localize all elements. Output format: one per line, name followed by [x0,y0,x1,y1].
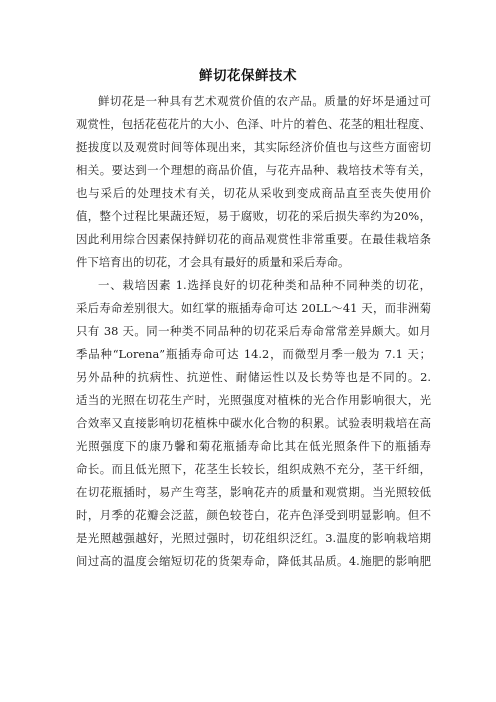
paragraph-line: 观赏性，包括花苞花片的大小、色泽、叶片的着色、花茎的粗壮程度、 [76,117,431,131]
paragraph-line: 只有 38 天。同一种类不同品种的切花采后寿命常常差异颇大。如月 [76,324,431,338]
paragraph-line: 相关。要达到一个理想的商品价值，与花卉品种、栽培技术等有关， [76,163,431,177]
paragraph-line: 值，整个过程比果蔬还短，易于腐败，切花的采后损失率约为20%， [76,209,431,223]
paragraph-line: 时，月季的花瓣会泛蓝，颜色较苍白，花卉色泽受到明显影响。但不 [76,508,431,522]
paragraph-line: 采后寿命差别很大。如红掌的瓶插寿命可达 20LL～41 天，而非洲菊 [76,301,431,315]
paragraph-line: 命长。而且低光照下，花茎生长较长，组织成熟不充分，茎干纤细， [76,462,431,476]
paragraph-line: 另外品种的抗病性、抗逆性、耐储运性以及长势等也是不同的。2. [76,370,431,384]
paragraph-line: 是光照越强越好，光照过强时，切花组织泛红。3.温度的影响栽培期 [76,531,431,545]
paragraph-line: 适当的光照在切花生产时，光照强度对植株的光合作用影响很大，光 [76,393,431,407]
document-title: 鲜切花保鲜技术 [199,68,297,84]
paragraph-line: 挺拔度以及观赏时间等体现出来，其实际经济价值也与这些方面密切 [76,140,431,154]
paragraph-line: 一、栽培因素 1.选择良好的切花种类和品种不同种类的切花， [98,278,431,292]
paragraph-line: 在切花瓶插时，易产生弯茎，影响花卉的质量和观赏期。当光照较低 [76,485,431,499]
paragraph-line: 合效率又直接影响切花植株中碳水化合物的积累。试验表明栽培在高 [76,416,431,430]
paragraph-line: 光照强度下的康乃馨和菊花瓶插寿命比其在低光照条件下的瓶插寿 [76,439,431,453]
paragraph-line: 鲜切花是一种具有艺术观赏价值的农产品。质量的好坏是通过可 [98,94,431,108]
paragraph-line: 因此利用综合因素保持鲜切花的商品观赏性非常重要。在最佳栽培条 [76,232,431,246]
paragraph-line: 间过高的温度会缩短切花的货架寿命，降低其品质。4.施肥的影响肥 [76,554,431,568]
paragraph-line: 件下培育出的切花，才会具有最好的质量和采后寿命。 [76,255,350,269]
paragraph-line: 季品种“Lorena”瓶插寿命可达 14.2，而微型月季一般为 7.1 天； [76,347,431,361]
document-body [76,90,431,573]
paragraph-line: 也与采后的处理技术有关，切花从采收到变成商品直至丧失使用价 [76,186,431,200]
